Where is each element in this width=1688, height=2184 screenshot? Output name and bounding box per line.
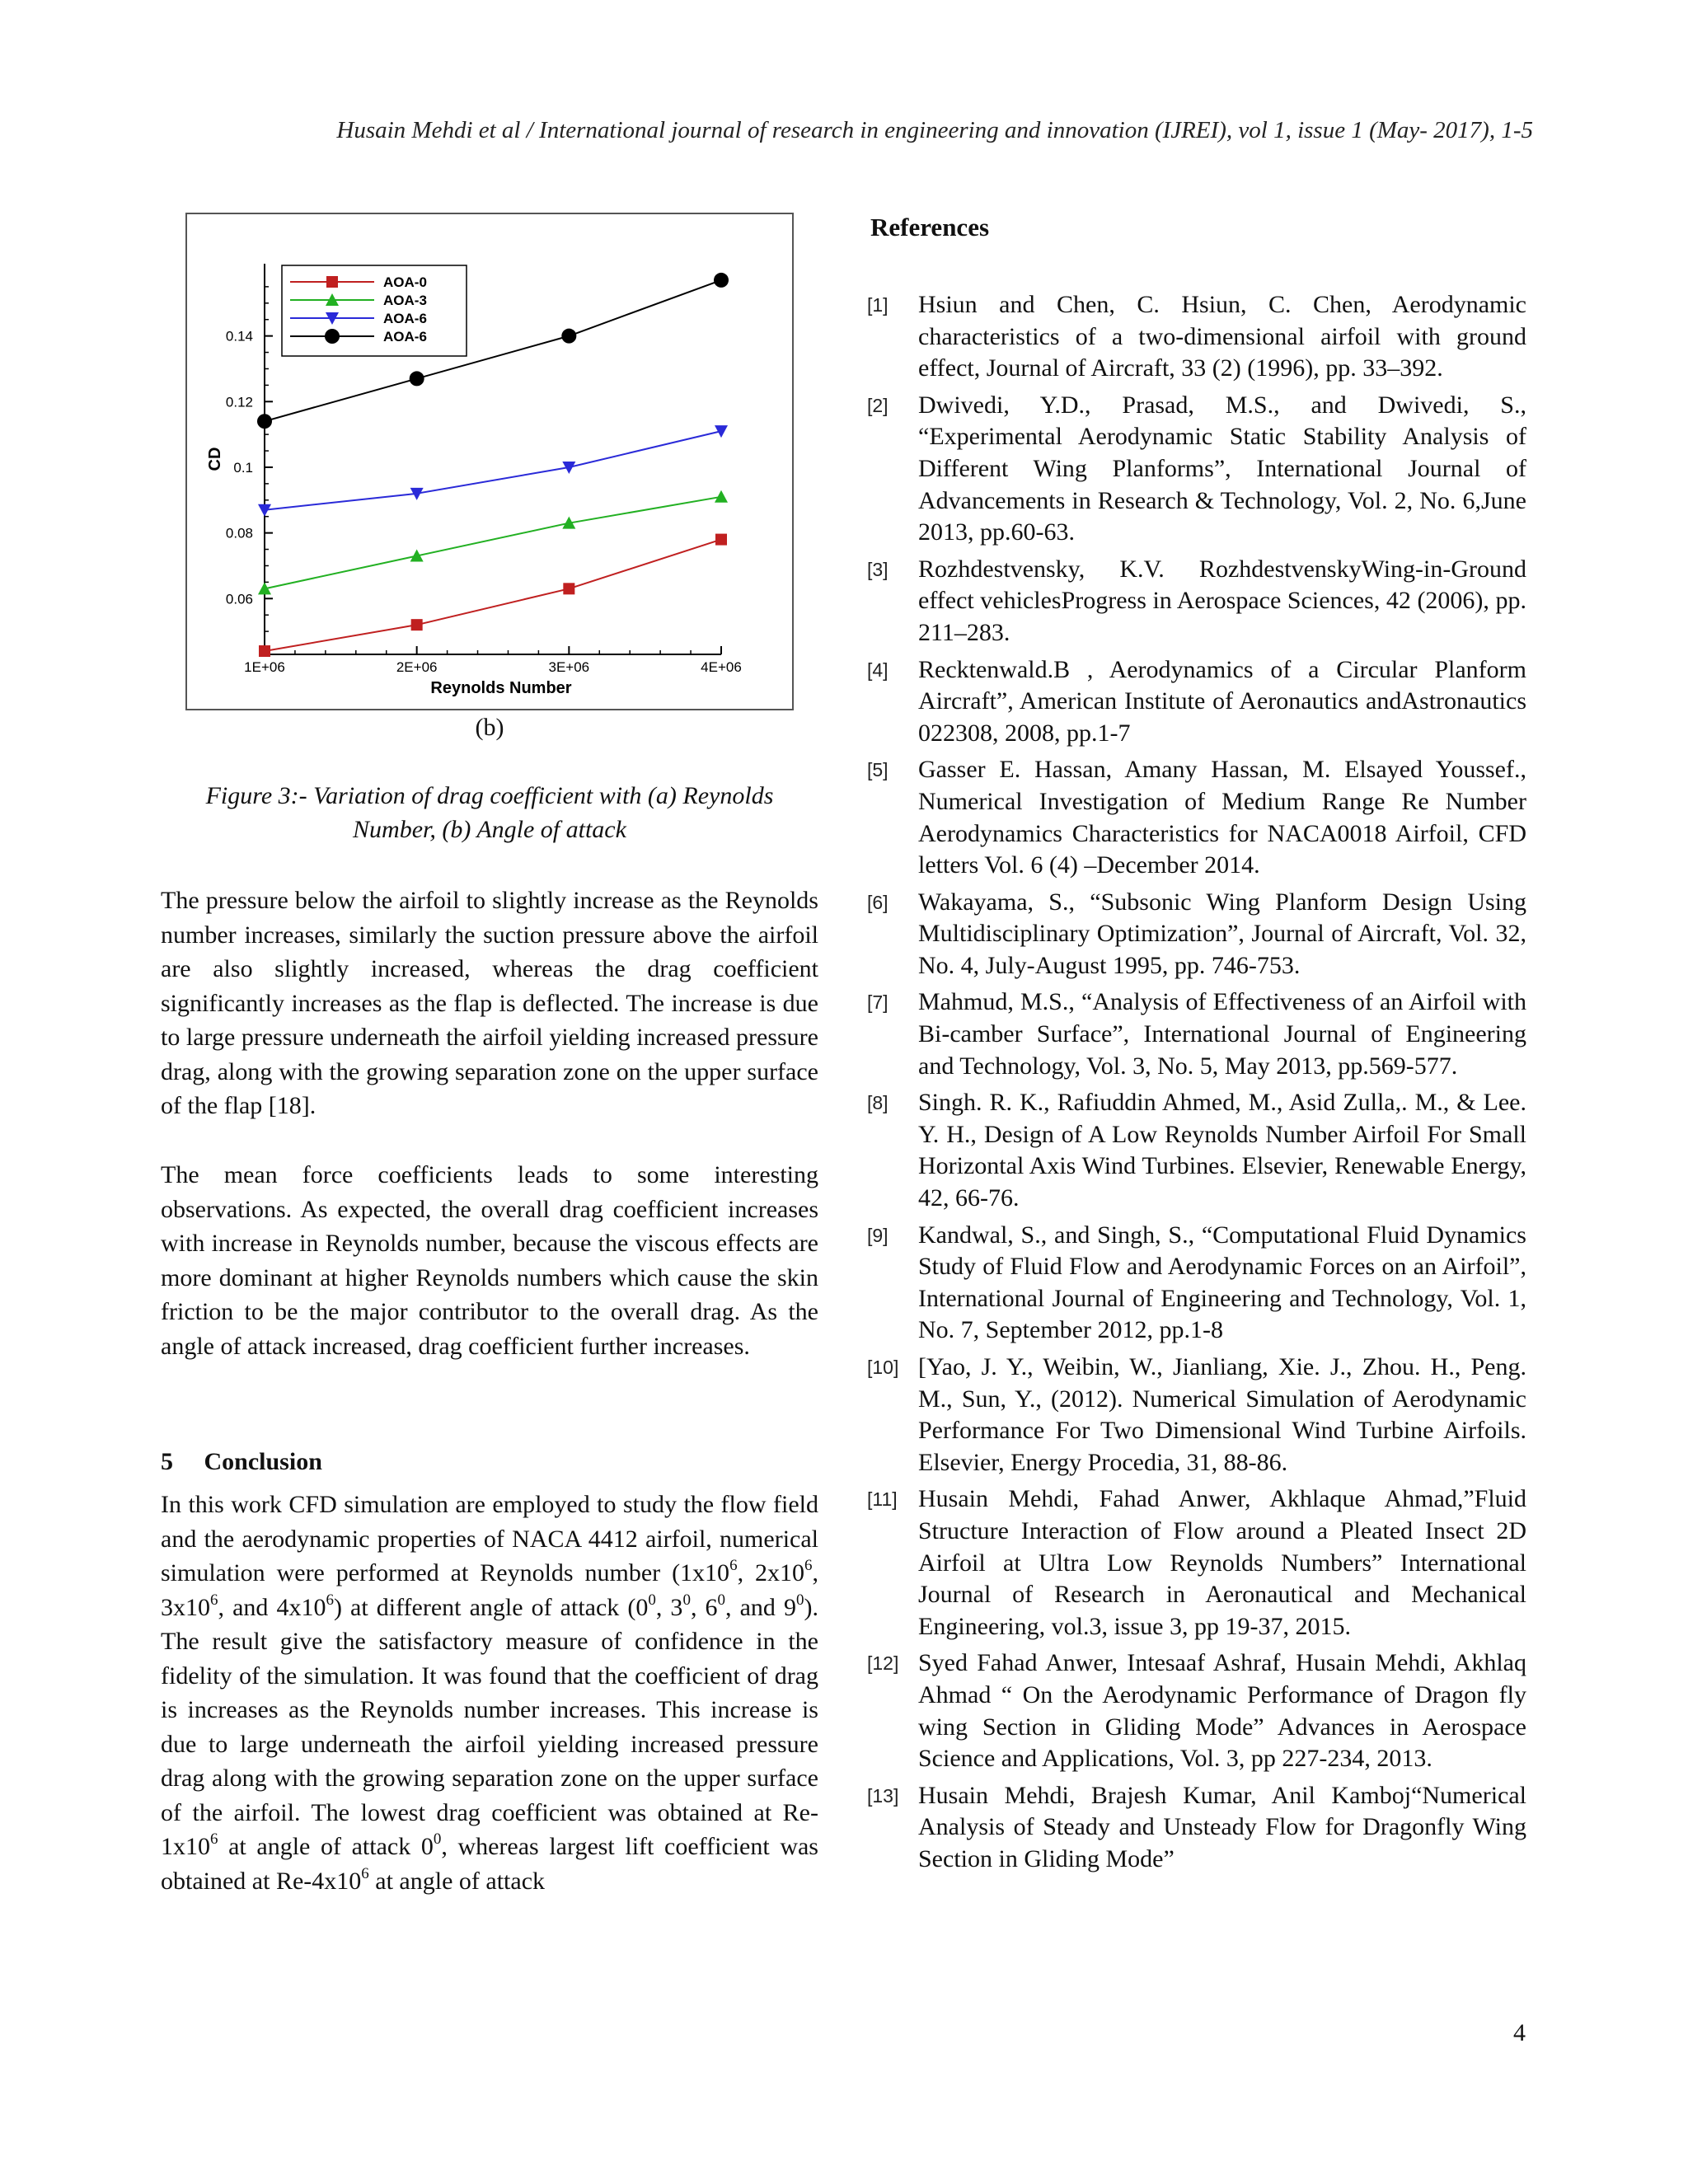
y-tick-label: 0.12: [225, 394, 253, 410]
y-tick-label: 0.06: [225, 591, 253, 607]
reference-item: [867, 654, 1526, 750]
reference-text: Husain Mehdi, Fahad Anwer, Akhlaque Ahmad,”Fluid Structure Interaction of Flow around a Pleated Insect 2D Airfoil at Ultra Low Reynolds Numbers” International Journal of Research in Aeronautical and Mechanical Engineering, vol.3, issue 3, pp 19-37, 2015.: [918, 1485, 1526, 1640]
reference-item: [867, 754, 1526, 881]
reference-number: [4]: [867, 658, 889, 681]
reference-item: [867, 1352, 1526, 1479]
conclusion-paragraph: [161, 1488, 818, 1898]
x-tick-label: 1E+06: [244, 659, 285, 675]
data-point: [561, 329, 576, 344]
reference-text: Singh. R. K., Rafiuddin Ahmed, M., Asid Zulla,. M., & Lee. Y. H., Design of A Low Reynolds Number Airfoil For Small Horizontal Axis Wind Turbines. Elsevier, Renewable Energy, 42, 66-76.: [918, 1089, 1526, 1212]
body-paragraph-2: [161, 1158, 818, 1363]
reference-item: [867, 1647, 1526, 1774]
y-tick-label: 0.1: [233, 459, 253, 476]
reference-number: [13]: [867, 1784, 899, 1807]
data-point: [411, 619, 423, 630]
data-point: [259, 645, 270, 657]
x-axis-label: Reynolds Number: [430, 679, 572, 697]
reference-number: [10]: [867, 1357, 899, 1378]
drag-coefficient-chart: [187, 214, 795, 712]
reference-text: Recktenwald.B , Aerodynamics of a Circular Planform Aircraft”, American Institute of Aeronautics andAstronautics 022308, 2008, pp.1-7: [918, 655, 1526, 747]
reference-number: [12]: [867, 1652, 899, 1675]
reference-item: [867, 987, 1526, 1082]
y-tick-label: 0.08: [225, 525, 253, 541]
data-point: [714, 273, 729, 288]
x-tick-label: 3E+06: [548, 659, 590, 675]
reference-text: Wakayama, S., “Subsonic Wing Planform Design Using Multidisciplinary Optimization”, Journal of Aircraft, Vol. 32, No. 4, July-August 1995, pp. 746-753.: [918, 888, 1526, 979]
figure-caption-line1: Figure 3:- Variation of drag coefficient with (a) Reynolds: [205, 782, 774, 809]
reference-number: [9]: [867, 1224, 889, 1246]
figure-chart: [185, 213, 794, 710]
references-list: [867, 289, 1526, 1881]
data-point: [257, 414, 272, 429]
reference-item: [867, 554, 1526, 649]
legend-marker: [325, 329, 340, 344]
reference-text: [Yao, J. Y., Weibin, W., Jianliang, Xie. J., Zhou. H., Peng. M., Sun, Y., (2012). Numerical Simulation of Aerodynamic Performance For Two Dimensional Wind Turbine Airfoils. Elsevier, Energy Procedia, 31, 88-86.: [918, 1353, 1526, 1476]
data-point: [715, 534, 727, 546]
data-point: [563, 583, 574, 594]
figure-sublabel: (b): [475, 714, 504, 741]
y-axis-label: CD: [206, 447, 224, 471]
reference-item: [867, 887, 1526, 982]
paragraph-text: In this work CFD simulation are employed to study the flow field and the aerodynamic properties of NACA 4412 airfoil, numerical simulation were performed at Reynolds number ($1x10^6$, $2x10^6$, $3x10^6$, and $4x10^6$) at different angle of attack ($0^0$, $3^0$, $6^0$, and $9^0$). The result give the satisfactory measure of confidence in the fidelity of the simulation. It was found that the coefficient of drag is increases as the Reynolds number increases. This increase is due to large underneath the airfoil yielding increased pressure drag along with the growing separation zone on the upper surface of the airfoil. The lowest drag coefficient was obtained at $Re-1x10^6$ at angle of attack $0^0$, whereas largest lift coefficient was obtained at $Re-4x10^6$ at angle of attack: [161, 1491, 818, 1895]
reference-item: [867, 289, 1526, 385]
data-point: [715, 490, 728, 503]
reference-number: [3]: [867, 558, 889, 580]
data-point: [410, 371, 424, 386]
legend-box: [282, 265, 467, 356]
reference-item: [867, 1087, 1526, 1214]
legend-label: AOA-6: [383, 329, 427, 344]
legend-label: AOA-3: [383, 293, 427, 308]
y-tick-label: 0.14: [225, 328, 253, 344]
paragraph-text: The pressure below the airfoil to slightly increase as the Reynolds number increases, similarly the suction pressure above the airfoil are also slightly increased, whereas the drag coefficient significantly increases as the flap is deflected. The increase is due to large pressure underneath the airfoil yielding increased pressure drag, along with the growing separation zone on the upper surface of the flap [18].: [161, 887, 818, 1119]
series-line-2: [265, 431, 721, 510]
data-point: [258, 504, 271, 517]
reference-text: Syed Fahad Anwer, Intesaaf Ashraf, Husain Mehdi, Akhlaq Ahmad “ On the Aerodynamic Performance of Dragon fly wing Section in Gliding Mode” Advances in Aerospace Science and Applications, Vol. 3, pp 227-234, 2013.: [918, 1649, 1526, 1773]
x-tick-label: 4E+06: [701, 659, 742, 675]
reference-number: [11]: [867, 1488, 898, 1511]
running-header: Husain Mehdi et al / International journal of research in engineering and innovation (IJREI), vol 1, issue 1 (May- 2017), 1-5: [336, 117, 1533, 143]
body-paragraph-1: [161, 883, 818, 1123]
reference-item: [867, 1483, 1526, 1643]
reference-text: Dwivedi, Y.D., Prasad, M.S., and Dwivedi, S., “Experimental Aerodynamic Static Stability Analysis of Different Wing Planforms”, International Journal of Advancements in Research & Technology, Vol. 2, No. 6,June 2013, pp.60-63.: [918, 391, 1526, 546]
references-heading: References: [870, 213, 990, 241]
reference-item: [867, 1780, 1526, 1876]
section-heading-conclusion: 5 Conclusion: [161, 1448, 322, 1475]
reference-number: [2]: [867, 394, 889, 416]
reference-number: [6]: [867, 891, 889, 913]
series-line-0: [265, 540, 721, 651]
reference-number: [8]: [867, 1092, 889, 1114]
legend-label: AOA-0: [383, 274, 427, 290]
reference-number: [1]: [867, 294, 889, 316]
reference-text: Husain Mehdi, Brajesh Kumar, Anil Kamboj“Numerical Analysis of Steady and Unsteady Flow for Dragonfly Wing Section in Gliding Mode”: [918, 1781, 1526, 1872]
reference-number: [7]: [867, 991, 889, 1014]
series-line-1: [265, 497, 721, 589]
page-number: 4: [1513, 2019, 1526, 2046]
paragraph-text: The mean force coefficients leads to some interesting observations. As expected, the overall drag coefficient increases with increase in Reynolds number, because the viscous effects are more dominant at higher Reynolds numbers which cause the skin friction to be the major contributor to the overall drag. As the angle of attack increased, drag coefficient further increases.: [161, 1161, 818, 1360]
legend-label: AOA-6: [383, 311, 427, 326]
reference-text: Kandwal, S., and Singh, S., “Computational Fluid Dynamics Study of Fluid Flow and Aerodynamic Forces on an Airfoil”, International Journal of Engineering and Technology, Vol. 1, No. 7, September 2012, pp.1-8: [918, 1221, 1526, 1344]
x-tick-label: 2E+06: [396, 659, 438, 675]
legend-marker: [326, 276, 338, 288]
figure-caption: [161, 779, 818, 846]
reference-text: Gasser E. Hassan, Amany Hassan, M. Elsayed Youssef., Numerical Investigation of Medium Range Re Number Aerodynamics Characteristics for NACA0018 Airfoil, CFD letters Vol. 6 (4) –December 2014.: [918, 756, 1526, 879]
reference-number: [5]: [867, 759, 889, 781]
reference-text: Hsiun and Chen, C. Hsiun, C. Chen, Aerodynamic characteristics of a two-dimensional airfoil with ground effect, Journal of Aircraft, 33 (2) (1996), pp. 33–392.: [918, 291, 1526, 382]
reference-text: Rozhdestvensky, K.V. RozhdestvenskyWing-in-Ground effect vehiclesProgress in Aerospace Sciences, 42 (2006), pp. 211–283.: [918, 555, 1526, 646]
figure-caption-line2: Number, (b) Angle of attack: [353, 816, 626, 843]
reference-item: [867, 390, 1526, 549]
reference-text: Mahmud, M.S., “Analysis of Effectiveness of an Airfoil with Bi-camber Surface”, International Journal of Engineering and Technology, Vol. 3, No. 5, May 2013, pp.569-577.: [918, 988, 1526, 1080]
reference-item: [867, 1220, 1526, 1347]
